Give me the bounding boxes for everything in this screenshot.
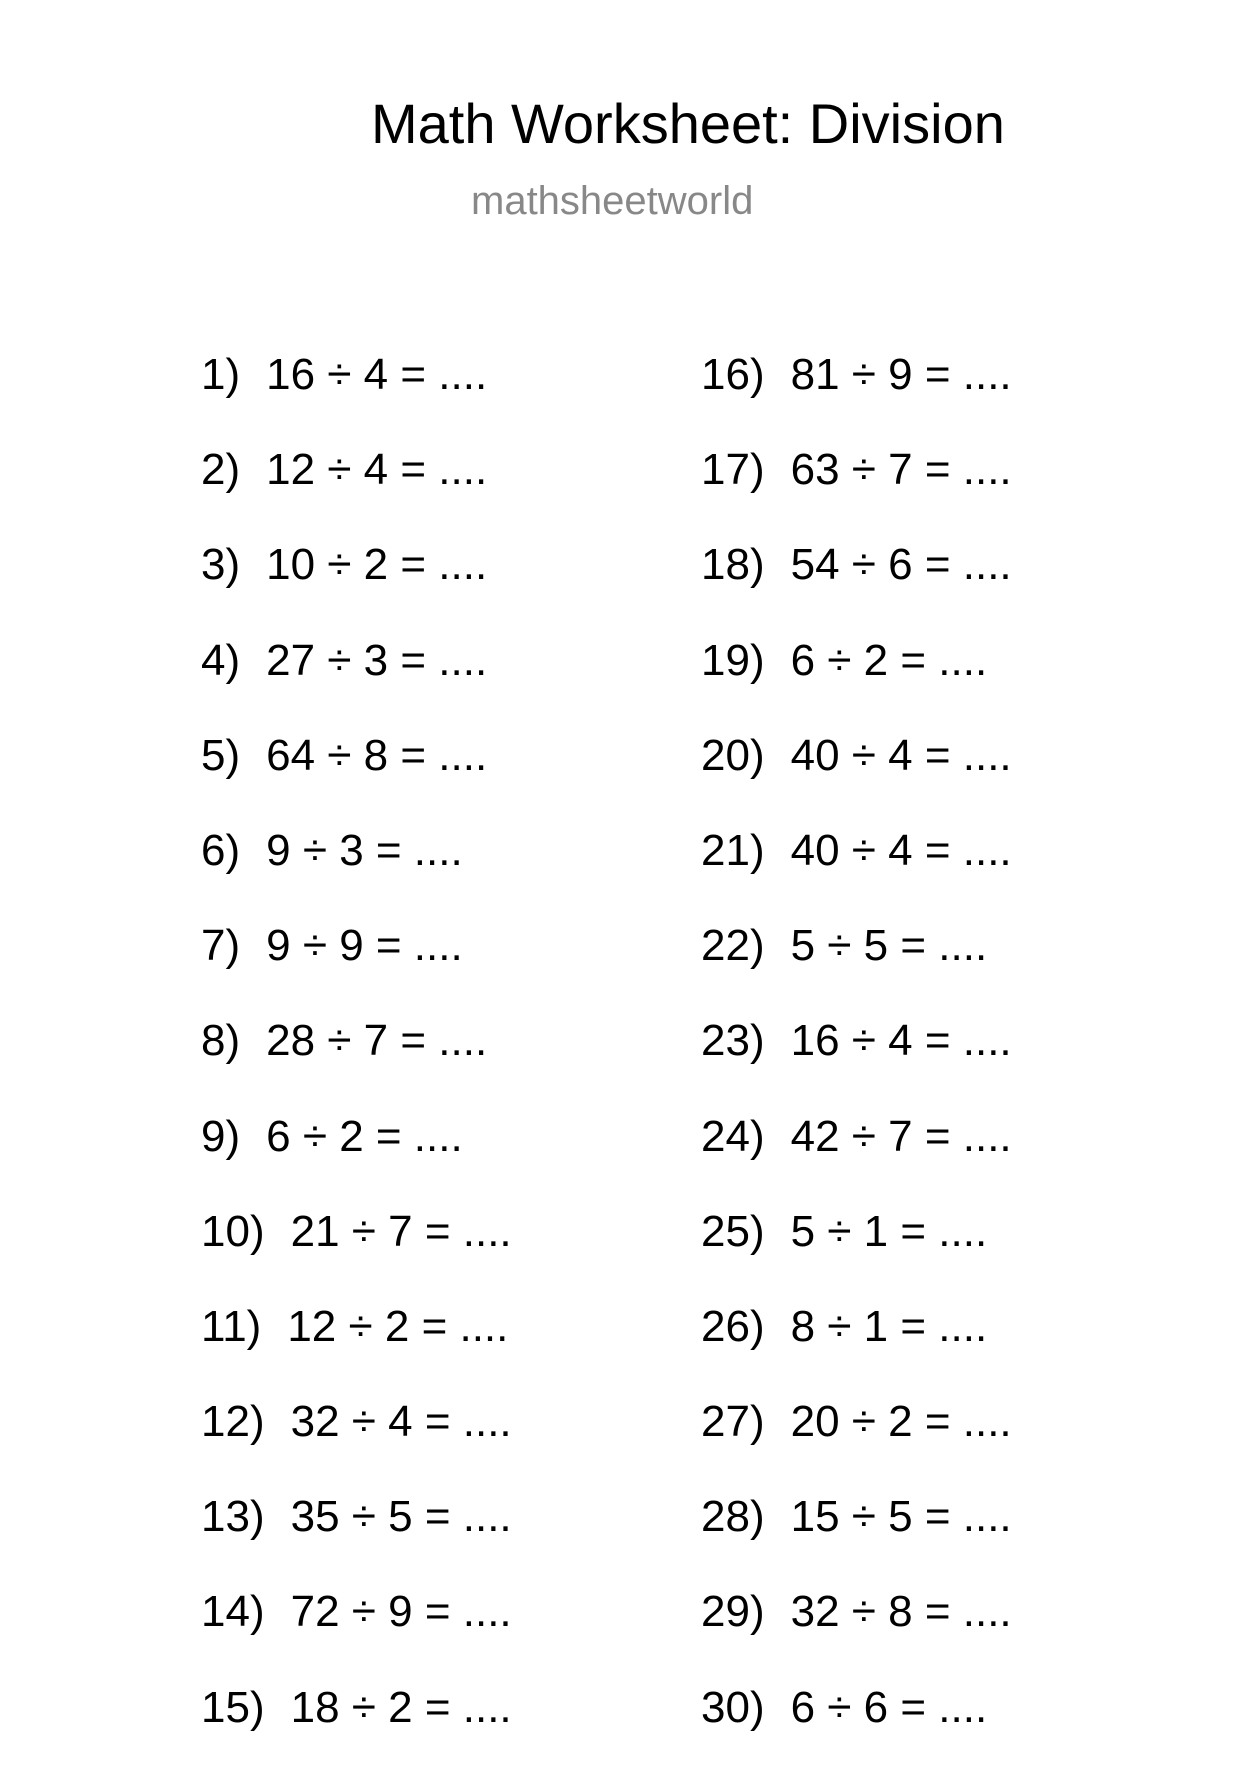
- problem-number: 5): [201, 730, 241, 780]
- problem-number: 18): [701, 540, 765, 590]
- problem-number: 26): [701, 1301, 765, 1351]
- problem-item: [201, 445, 512, 540]
- problem-expression: 54 ÷ 6 = ....: [790, 540, 1012, 590]
- problem-item: [701, 1683, 1012, 1778]
- problem-number: 15): [201, 1682, 265, 1732]
- problem-item: [201, 1683, 512, 1778]
- problem-expression: 27 ÷ 3 = ....: [266, 635, 488, 685]
- problem-expression: 5 ÷ 5 = ....: [790, 921, 988, 971]
- worksheet-subtitle: mathsheetworld: [471, 179, 754, 223]
- problem-number: 25): [701, 1206, 765, 1256]
- problem-item: [201, 1016, 512, 1111]
- problem-number: 7): [201, 921, 241, 971]
- problem-expression: 81 ÷ 9 = ....: [790, 350, 1012, 399]
- problem-expression: 6 ÷ 2 = ....: [266, 1111, 463, 1161]
- problem-item: [201, 921, 512, 1016]
- problem-number: 8): [201, 1016, 241, 1066]
- problem-number: 19): [701, 635, 765, 685]
- problem-item: [701, 1492, 1012, 1587]
- problem-expression: 32 ÷ 8 = ....: [790, 1587, 1012, 1637]
- problem-item: [201, 731, 512, 826]
- problem-item: [201, 540, 512, 635]
- problem-expression: 9 ÷ 3 = ....: [266, 825, 463, 875]
- problem-item: [201, 1207, 512, 1302]
- problem-item: [701, 1207, 1012, 1302]
- problem-expression: 12 ÷ 4 = ....: [266, 445, 488, 495]
- problem-item: [701, 1112, 1012, 1207]
- problem-number: 14): [201, 1587, 265, 1637]
- problems-right-column: [701, 350, 1012, 1778]
- problem-number: 11): [201, 1301, 262, 1351]
- problem-number: 23): [701, 1016, 765, 1066]
- problem-item: [201, 1492, 512, 1587]
- problem-expression: 12 ÷ 2 = ....: [287, 1301, 509, 1351]
- problem-item: [201, 350, 512, 445]
- problem-item: [701, 1397, 1012, 1492]
- problem-expression: 72 ÷ 9 = ....: [290, 1587, 512, 1637]
- problem-number: 3): [201, 540, 241, 590]
- problem-item: [701, 921, 1012, 1016]
- problem-number: 24): [701, 1111, 765, 1161]
- problem-item: [201, 1397, 512, 1492]
- problem-number: 1): [201, 350, 241, 399]
- problem-expression: 9 ÷ 9 = ....: [266, 921, 463, 971]
- problem-number: 28): [701, 1492, 765, 1542]
- problem-item: [701, 826, 1012, 921]
- problem-expression: 63 ÷ 7 = ....: [790, 445, 1012, 495]
- problem-expression: 6 ÷ 2 = ....: [790, 635, 988, 685]
- problem-expression: 16 ÷ 4 = ....: [790, 1016, 1012, 1066]
- problem-expression: 5 ÷ 1 = ....: [790, 1206, 988, 1256]
- problem-expression: 16 ÷ 4 = ....: [266, 350, 488, 399]
- problem-number: 9): [201, 1111, 241, 1161]
- problem-number: 16): [701, 350, 765, 399]
- worksheet-title: Math Worksheet: Division: [371, 92, 1005, 155]
- problem-number: 29): [701, 1587, 765, 1637]
- problem-expression: 40 ÷ 4 = ....: [790, 825, 1012, 875]
- problem-expression: 40 ÷ 4 = ....: [790, 730, 1012, 780]
- problems-left-column: [201, 350, 512, 1778]
- problem-item: [201, 1112, 512, 1207]
- problem-item: [201, 636, 512, 731]
- problem-expression: 10 ÷ 2 = ....: [266, 540, 488, 590]
- problem-item: [701, 350, 1012, 445]
- problem-number: 10): [201, 1206, 265, 1256]
- problem-item: [701, 1016, 1012, 1111]
- problem-expression: 32 ÷ 4 = ....: [290, 1397, 512, 1447]
- problem-item: [701, 636, 1012, 731]
- problem-expression: 18 ÷ 2 = ....: [290, 1682, 512, 1732]
- problem-expression: 20 ÷ 2 = ....: [790, 1397, 1012, 1447]
- problem-item: [701, 445, 1012, 540]
- problem-item: [201, 1302, 512, 1397]
- problem-expression: 15 ÷ 5 = ....: [790, 1492, 1012, 1542]
- problem-item: [701, 540, 1012, 635]
- problem-expression: 21 ÷ 7 = ....: [290, 1206, 512, 1256]
- problem-item: [701, 1302, 1012, 1397]
- problem-number: 27): [701, 1397, 765, 1447]
- problem-expression: 64 ÷ 8 = ....: [266, 730, 488, 780]
- problem-number: 12): [201, 1397, 265, 1447]
- problem-number: 30): [701, 1682, 765, 1732]
- problem-expression: 8 ÷ 1 = ....: [790, 1301, 988, 1351]
- problem-number: 2): [201, 445, 241, 495]
- problem-item: [701, 731, 1012, 826]
- problem-number: 22): [701, 921, 765, 971]
- problem-number: 17): [701, 445, 765, 495]
- problem-number: 21): [701, 825, 765, 875]
- problem-expression: 35 ÷ 5 = ....: [290, 1492, 512, 1542]
- problem-expression: 42 ÷ 7 = ....: [790, 1111, 1012, 1161]
- problem-expression: 28 ÷ 7 = ....: [266, 1016, 488, 1066]
- problem-expression: 6 ÷ 6 = ....: [790, 1682, 988, 1732]
- problem-number: 4): [201, 635, 241, 685]
- problem-number: 20): [701, 730, 765, 780]
- problem-item: [701, 1587, 1012, 1682]
- problem-number: 6): [201, 825, 241, 875]
- problem-item: [201, 1587, 512, 1682]
- problem-number: 13): [201, 1492, 265, 1542]
- problem-item: [201, 826, 512, 921]
